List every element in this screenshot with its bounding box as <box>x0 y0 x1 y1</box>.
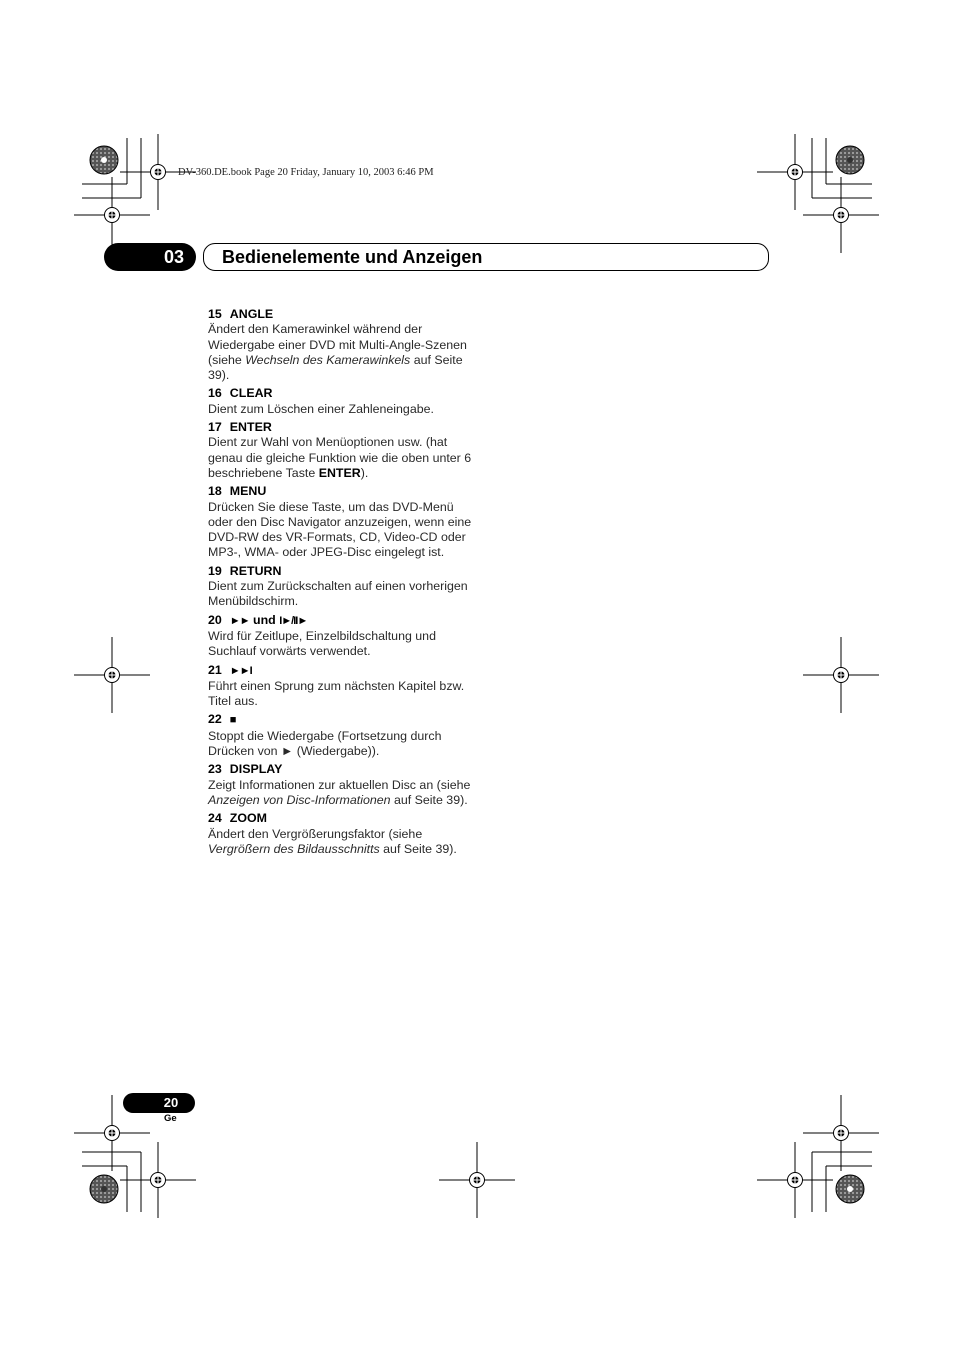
entry-number: 24 <box>208 811 222 826</box>
entry-description: Wird für Zeitlupe, Einzelbildschaltung und Suchlauf vorwärts verwendet. <box>208 628 436 659</box>
entry-number: 18 <box>208 484 222 499</box>
cross-reference: Vergrößern des Bildausschnitts <box>208 841 380 856</box>
crosshair-mark <box>74 177 150 253</box>
entry-number: 20 <box>208 612 222 627</box>
entry-title: ENTER <box>229 420 272 435</box>
chapter-badge <box>104 243 196 271</box>
entry-list <box>208 307 480 860</box>
entry-heading <box>208 420 480 435</box>
entry-heading <box>208 663 480 679</box>
entry-description: Stoppt die Wiedergabe (Fortsetzung durch Drücken von ► (Wiedergabe)). <box>208 728 442 759</box>
crosshair-mark <box>439 1142 515 1218</box>
entry-description: Dient zum Zurückschalten auf einen vorherigen Menübildschirm. <box>208 579 468 609</box>
crosshair-mark <box>803 177 879 253</box>
star-target-top-left <box>90 146 118 174</box>
entry-heading <box>208 811 480 826</box>
entry-heading <box>208 564 480 579</box>
entry-title: RETURN <box>229 563 282 578</box>
cross-reference: Anzeigen von Disc-Informationen <box>208 792 391 807</box>
entry-number: 15 <box>208 307 222 321</box>
entry-display <box>208 762 480 808</box>
entry-title: MENU <box>229 484 267 499</box>
entry-return <box>208 564 480 610</box>
crosshair-mark <box>803 1095 879 1171</box>
page-number: 20 <box>163 1095 179 1110</box>
entry-slow-step-forward <box>208 613 480 660</box>
entry-description: Drücken Sie diese Taste, um das DVD-Menü oder den Disc Navigator anzuzeigen, wenn eine DVD-RW des VR-Formats, CD, Video-CD oder MP3-, WMA- oder JPEG-Disc eingelegt ist. <box>208 499 472 560</box>
entry-stop <box>208 712 480 759</box>
entry-menu <box>208 484 480 560</box>
cross-reference: Wechseln des Kamerawinkels <box>245 352 411 367</box>
crosshair-mark <box>757 1142 833 1218</box>
entry-title: CLEAR <box>229 386 273 401</box>
crosshair-mark <box>803 637 879 713</box>
skip-next-icon: ►►I <box>229 664 252 677</box>
chapter-title-bar <box>203 243 769 271</box>
entry-heading <box>208 762 480 777</box>
crosshair-mark <box>74 637 150 713</box>
stop-icon: ■ <box>229 714 236 727</box>
step-slow-forward-icon: I►/II► <box>279 614 308 627</box>
print-slug: DV-360.DE.book Page 20 Friday, January 10, 2003 6:46 PM <box>178 167 434 178</box>
key-name: ENTER <box>318 465 361 480</box>
entry-number: 21 <box>208 662 222 677</box>
entry-clear <box>208 386 480 417</box>
entry-description: Führt einen Sprung zum nächsten Kapitel bzw. Titel aus. <box>208 678 465 709</box>
entry-number: 17 <box>208 420 222 435</box>
crosshair-mark <box>757 134 833 210</box>
fast-forward-icon: ►► <box>229 614 250 627</box>
entry-title: ZOOM <box>229 811 267 826</box>
entry-description: Ändert den Vergrößerungsfaktor (siehe Vergrößern des Bildausschnitts auf Seite 39). <box>208 826 457 856</box>
entry-description: Ändert den Kamerawinkel während der Wiedergabe einer DVD mit Multi-Angle-Szenen (siehe Wechseln des Kamerawinkels auf Seite 39). <box>208 322 467 383</box>
crosshair-mark <box>120 1142 196 1218</box>
entry-heading <box>208 484 480 499</box>
star-target-bottom-left <box>90 1175 118 1203</box>
entry-number: 22 <box>208 712 222 727</box>
entry-title: ANGLE <box>229 307 274 321</box>
entry-heading <box>208 386 480 401</box>
entry-description: Dient zum Löschen einer Zahleneingabe. <box>208 401 434 416</box>
entry-heading <box>208 307 480 322</box>
entry-number: 23 <box>208 762 222 777</box>
entry-title: und <box>253 612 276 627</box>
star-target-top-right <box>836 146 864 174</box>
page-number-badge <box>123 1093 195 1113</box>
entry-enter <box>208 420 480 481</box>
entry-description: Zeigt Informationen zur aktuellen Disc an (siehe Anzeigen von Disc-Informationen auf Seite 39). <box>208 777 471 807</box>
entry-number: 16 <box>208 386 222 401</box>
star-target-bottom-right <box>836 1175 864 1203</box>
chapter-number: 03 <box>163 247 184 267</box>
entry-description: Dient zur Wahl von Menüoptionen usw. (hat genau die gleiche Funktion wie die oben unter 6 beschriebene Taste ENTER). <box>208 435 472 480</box>
entry-next <box>208 663 480 710</box>
language-code: Ge <box>164 1113 177 1124</box>
entry-zoom <box>208 811 480 857</box>
entry-heading <box>208 712 480 728</box>
entry-number: 19 <box>208 563 222 578</box>
entry-heading <box>208 613 480 629</box>
chapter-title: Bedienelemente und Anzeigen <box>222 247 483 267</box>
entry-angle <box>208 307 480 383</box>
entry-title: DISPLAY <box>229 762 283 777</box>
